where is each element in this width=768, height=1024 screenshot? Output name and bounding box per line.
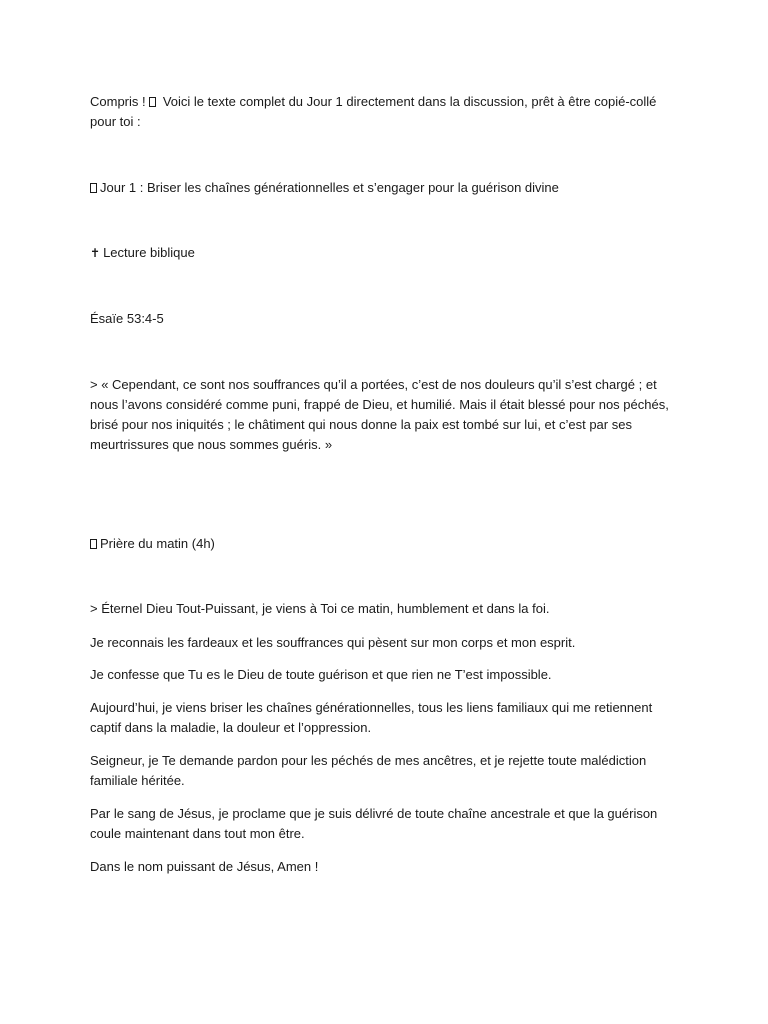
scripture-verse: > « Cependant, ce sont nos souffrances qu’il a portées, c’est de nos douleurs qu’il s’est chargé ; et nous l’avons considéré comme puni, frappé de Dieu, et humilié. Mais il était blessé pour nos péchés, brisé pour nos iniquités ; le châtiment qui nous donne la paix est tombé sur lui, et c’est par ses meurtrissures que nous sommes guéris. » xyxy=(90,377,669,452)
intro-text-end: Voici le texte complet du Jour 1 directement dans la discussion, prêt à être copié-collé pour toi : xyxy=(90,94,657,129)
intro-text-start: Compris ! xyxy=(90,94,150,109)
prayer-line: Seigneur, je Te demande pardon pour les péchés de mes ancêtres, et je rejette toute malédiction familiale héritée. xyxy=(90,753,647,788)
prayer-line: Je confesse que Tu es le Dieu de toute guérison et que rien ne T’est impossible. xyxy=(90,667,552,682)
missing-emoji-icon xyxy=(90,183,97,193)
missing-emoji-icon xyxy=(90,539,97,549)
prayer-line: > Éternel Dieu Tout-Puissant, je viens à Toi ce matin, humblement et dans la foi. xyxy=(90,601,550,616)
day-title: Jour 1 : Briser les chaînes générationnelles et s’engager pour la guérison divine xyxy=(90,178,680,198)
prayer-line: Je reconnais les fardeaux et les souffrances qui pèsent sur mon corps et mon esprit. xyxy=(90,635,576,650)
prayer-line: Aujourd’hui, je viens briser les chaînes générationnelles, tous les liens familiaux qui me retiennent captif dans la maladie, la douleur et l’oppression. xyxy=(90,700,653,735)
prayer-line: Dans le nom puissant de Jésus, Amen ! xyxy=(90,859,319,874)
missing-emoji-icon xyxy=(149,97,156,107)
prayer-heading: Prière du matin (4h) xyxy=(90,534,680,554)
intro-paragraph xyxy=(90,92,680,132)
reading-heading: ✝ Lecture biblique xyxy=(90,243,680,263)
prayer-line: Par le sang de Jésus, je proclame que je suis délivré de toute chaîne ancestrale et que la guérison coule maintenant dans tout mon être. xyxy=(90,806,658,841)
scripture-reference: Ésaïe 53:4-5 xyxy=(90,311,164,326)
cross-icon: ✝ xyxy=(90,246,101,260)
